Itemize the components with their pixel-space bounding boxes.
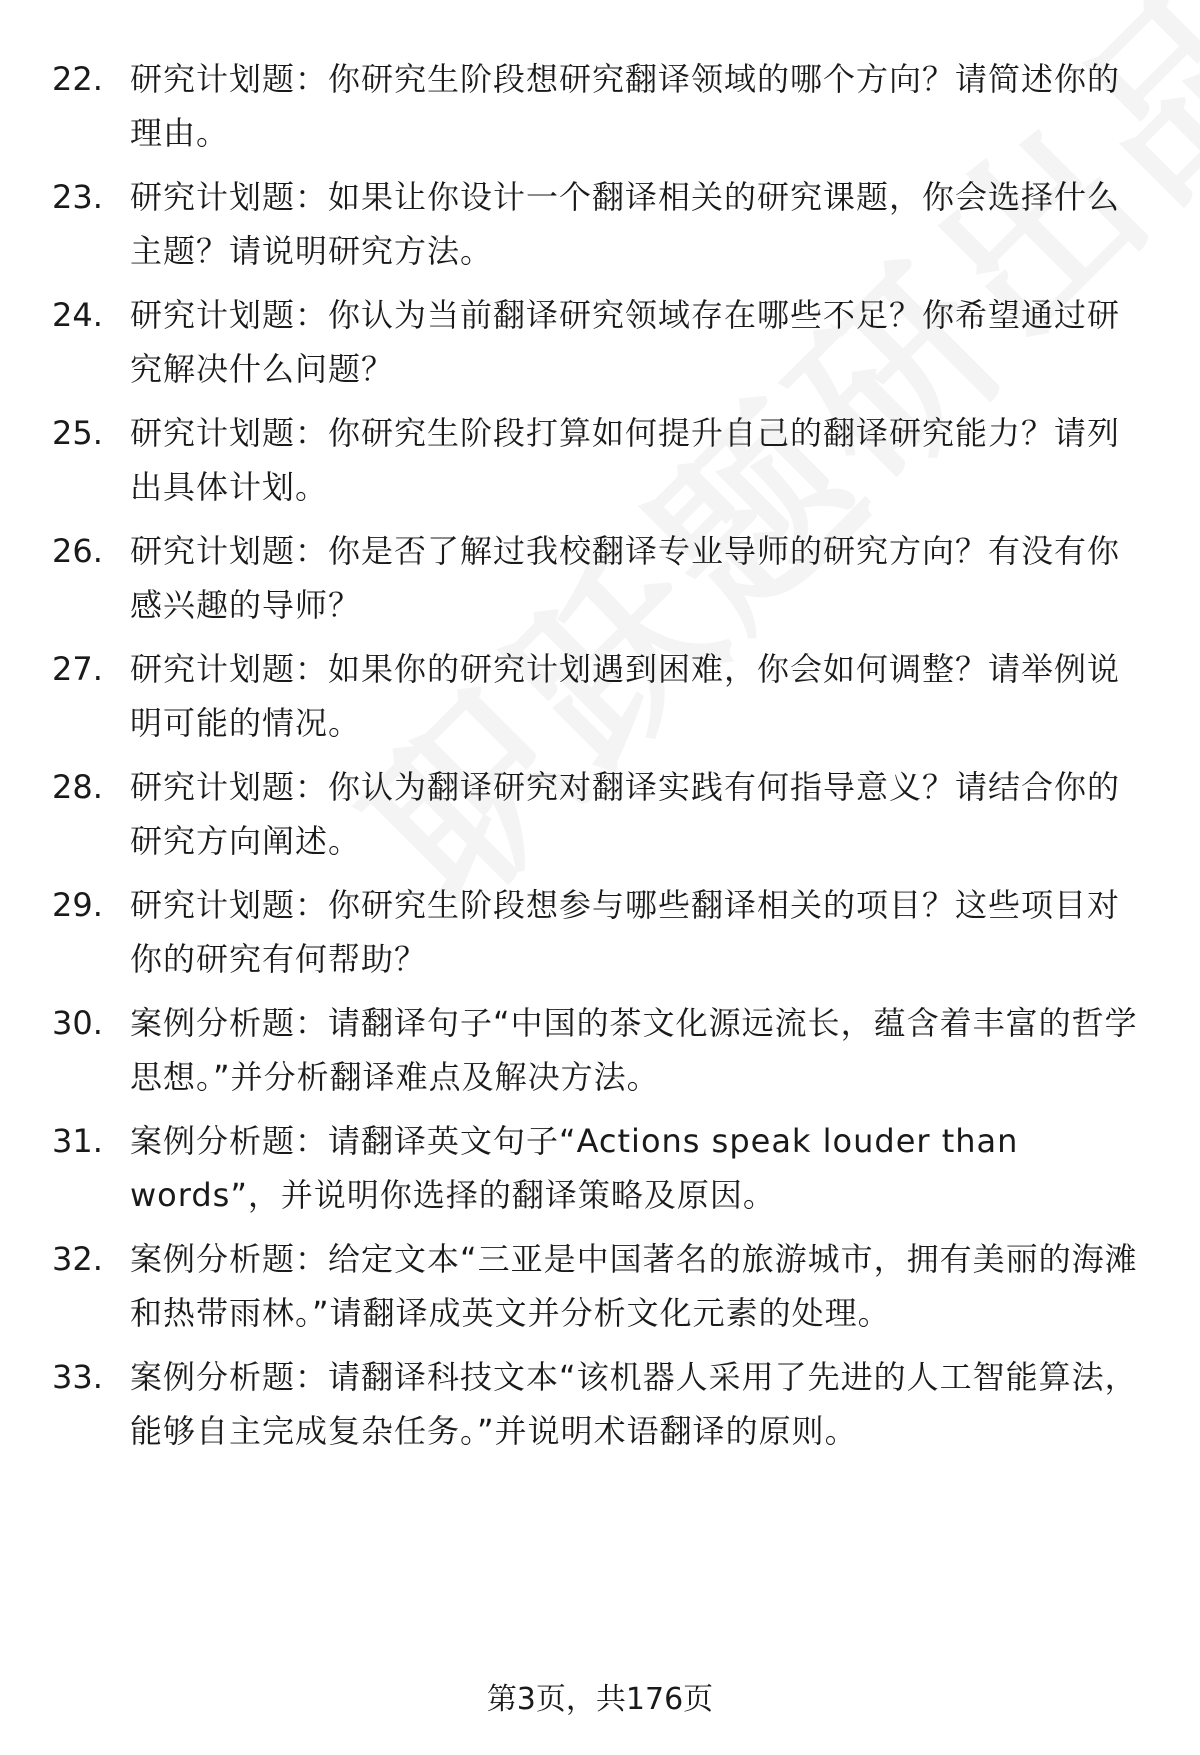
question-number: 27. (52, 650, 103, 688)
question-text: 研究计划题：如果让你设计一个翻译相关的研究课题，你会选择什么主题？请说明研究方法。 (130, 178, 1121, 270)
question-text: 研究计划题：你认为翻译研究对翻译实践有何指导意义？请结合你的研究方向阐述。 (130, 768, 1121, 860)
question-number: 26. (52, 532, 103, 570)
question-text: 研究计划题：你研究生阶段想参与哪些翻译相关的项目？这些项目对你的研究有何帮助？ (130, 886, 1121, 978)
question-number: 32. (52, 1240, 103, 1278)
question-text: 研究计划题：你研究生阶段想研究翻译领域的哪个方向？请简述你的理由。 (130, 60, 1121, 152)
question-text: 案例分析题：请翻译英文句子“Actions speak louder than words”，并说明你选择的翻译策略及原因。 (130, 1122, 1019, 1214)
question-number: 29. (52, 886, 103, 924)
question-number: 28. (52, 768, 103, 806)
question-text: 研究计划题：你研究生阶段打算如何提升自己的翻译研究能力？请列出具体计划。 (130, 414, 1121, 506)
question-number: 22. (52, 60, 103, 98)
question-number: 33. (52, 1358, 103, 1396)
question-text: 案例分析题：请翻译科技文本“该机器人采用了先进的人工智能算法，能够自主完成复杂任务。”并说明术语翻译的原则。 (130, 1358, 1138, 1450)
question-text: 案例分析题：给定文本“三亚是中国著名的旅游城市，拥有美丽的海滩和热带雨林。”请翻译成英文并分析文化元素的处理。 (130, 1240, 1138, 1332)
question-number: 23. (52, 178, 103, 216)
page-number: 第3页，共176页 (486, 1682, 714, 1717)
question-text: 案例分析题：请翻译句子“中国的茶文化源远流长，蕴含着丰富的哲学思想。”并分析翻译难点及解决方法。 (130, 1004, 1138, 1096)
question-number: 30. (52, 1004, 103, 1042)
question-text: 研究计划题：你是否了解过我校翻译专业导师的研究方向？有没有你感兴趣的导师？ (130, 532, 1121, 624)
question-text: 研究计划题：如果你的研究计划遇到困难，你会如何调整？请举例说明可能的情况。 (130, 650, 1121, 742)
question-number: 24. (52, 296, 103, 334)
question-number: 31. (52, 1122, 103, 1160)
question-text: 研究计划题：你认为当前翻译研究领域存在哪些不足？你希望通过研究解决什么问题？ (130, 296, 1121, 388)
question-number: 25. (52, 414, 103, 452)
